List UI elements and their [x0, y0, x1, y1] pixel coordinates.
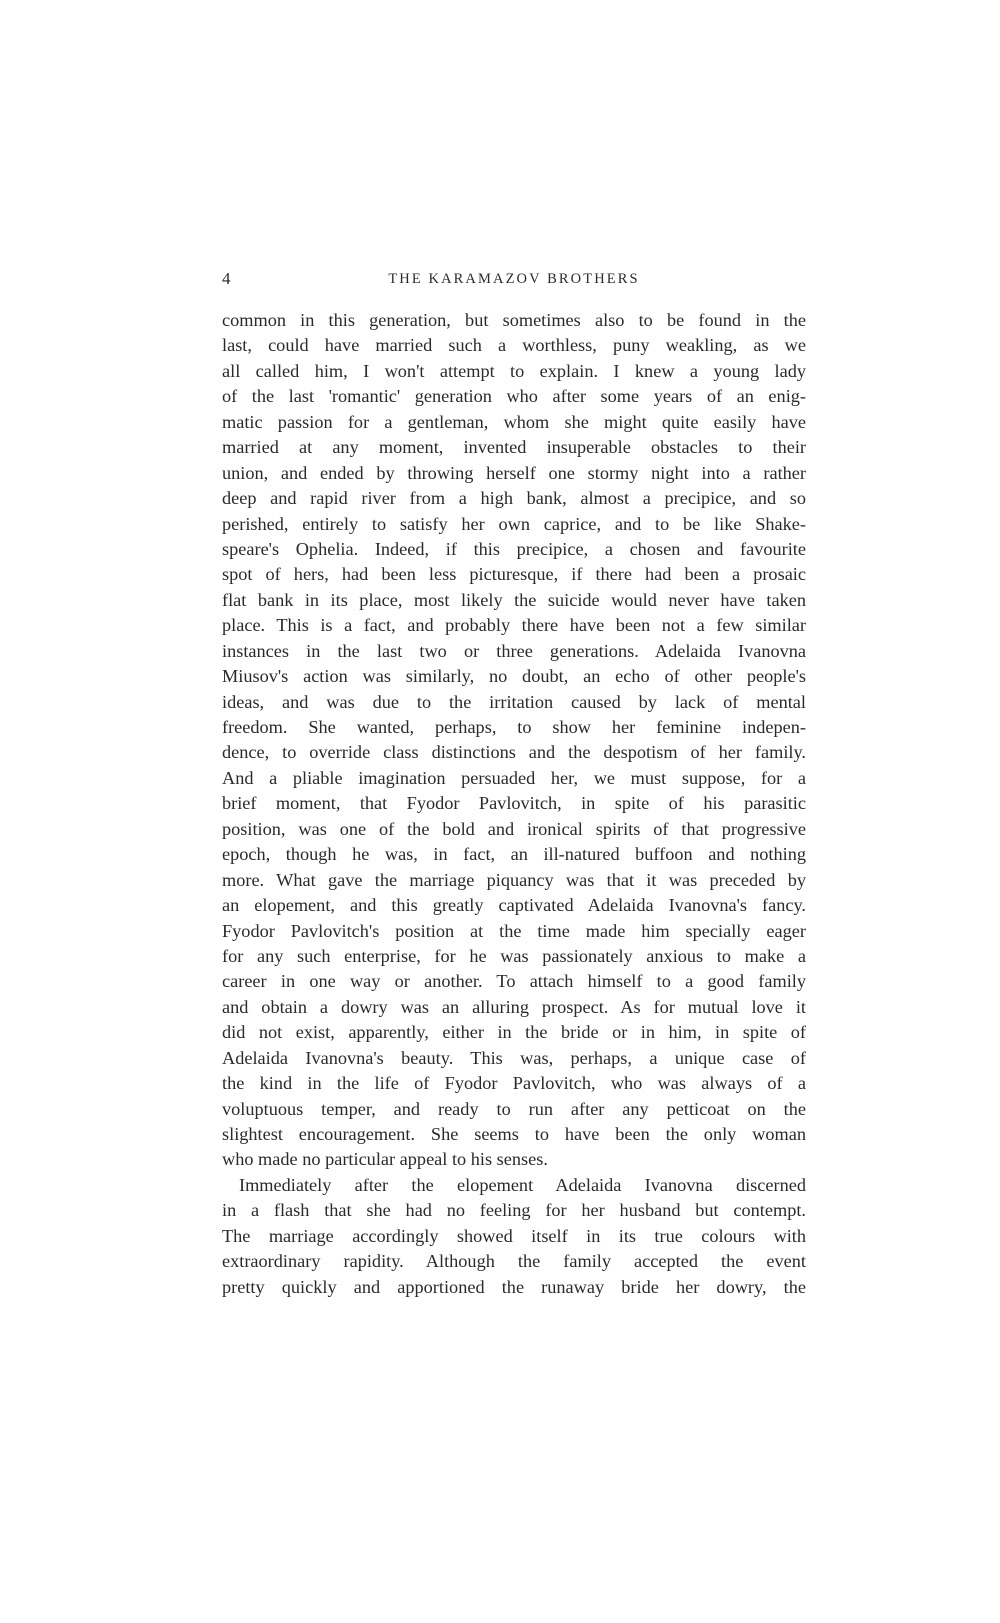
text-line: an elopement, and this greatly captivated Adelaida Ivanovna's fancy.	[222, 895, 806, 916]
text-line: who made no particular appeal to his senses.	[222, 1149, 548, 1170]
text-line: of the last 'romantic' generation who after some years of an enig-	[222, 386, 806, 407]
text-line: ideas, and was due to the irritation caused by lack of mental	[222, 691, 806, 712]
text-line: epoch, though he was, in fact, an ill-natured buffoon and nothing	[222, 844, 806, 865]
text-line: matic passion for a gentleman, whom she might quite easily have	[222, 411, 806, 432]
text-line: Adelaida Ivanovna's beauty. This was, perhaps, a unique case of	[222, 1047, 806, 1068]
running-head	[222, 266, 806, 292]
text-line: brief moment, that Fyodor Pavlovitch, in spite of his parasitic	[222, 793, 806, 814]
text-line: position, was one of the bold and ironical spirits of that progressive	[222, 818, 806, 839]
text-line: dence, to override class distinctions and the despotism of her family.	[222, 742, 806, 763]
text-line: in a flash that she had no feeling for her husband but contempt.	[222, 1200, 806, 1221]
text-line: Immediately after the elopement Adelaida Ivanovna discerned	[239, 1174, 806, 1195]
text-line: And a pliable imagination persuaded her, we must suppose, for a	[222, 767, 806, 788]
text-line: instances in the last two or three generations. Adelaida Ivanovna	[222, 640, 806, 661]
text-line: Fyodor Pavlovitch's position at the time made him specially eager	[222, 920, 806, 941]
text-line: slightest encouragement. She seems to have been the only woman	[222, 1124, 806, 1144]
text-line: extraordinary rapidity. Although the family accepted the event	[222, 1251, 806, 1272]
text-line: Miusov's action was similarly, no doubt, an echo of other people's	[222, 666, 806, 687]
text-line: voluptuous temper, and ready to run after any petticoat on the	[222, 1098, 806, 1119]
body-text	[222, 308, 806, 1300]
text-line: more. What gave the marriage piquancy was that it was preceded by	[222, 869, 806, 890]
text-line: and obtain a dowry was an alluring prospect. As for mutual love it	[222, 996, 806, 1017]
text-line: pretty quickly and apportioned the runaway bride her dowry, the	[222, 1276, 806, 1297]
text-line: for any such enterprise, for he was passionately anxious to make a	[222, 945, 806, 966]
page-number: 4	[222, 269, 231, 288]
text-line: perished, entirely to satisfy her own caprice, and to be like Shake-	[222, 513, 806, 534]
text-line: married at any moment, invented insuperable obstacles to their	[222, 437, 806, 458]
text-line: The marriage accordingly showed itself in its true colours with	[222, 1225, 806, 1246]
paragraph-2	[222, 1173, 806, 1300]
text-line: all called him, I won't attempt to explain. I knew a young lady	[222, 360, 806, 381]
text-line: common in this generation, but sometimes also to be found in the	[222, 310, 806, 330]
text-line: freedom. She wanted, perhaps, to show her feminine indepen-	[222, 717, 806, 737]
text-line: speare's Ophelia. Indeed, if this precipice, a chosen and favourite	[222, 538, 806, 559]
text-line: spot of hers, had been less picturesque, if there had been a prosaic	[222, 564, 806, 585]
text-line: last, could have married such a worthless, puny weakling, as we	[222, 335, 806, 356]
text-line: union, and ended by throwing herself one stormy night into a rather	[222, 462, 806, 483]
text-line: career in one way or another. To attach himself to a good family	[222, 971, 806, 992]
text-line: place. This is a fact, and probably there have been not a few similar	[222, 615, 806, 636]
running-title: THE KARAMAZOV BROTHERS	[388, 271, 640, 287]
paragraph-1	[222, 308, 806, 1173]
text-line: did not exist, apparently, either in the bride or in him, in spite of	[222, 1022, 806, 1043]
text-line: deep and rapid river from a high bank, almost a precipice, and so	[222, 488, 806, 509]
text-line: flat bank in its place, most likely the suicide would never have taken	[222, 589, 806, 610]
text-line: the kind in the life of Fyodor Pavlovitch, who was always of a	[222, 1073, 806, 1094]
